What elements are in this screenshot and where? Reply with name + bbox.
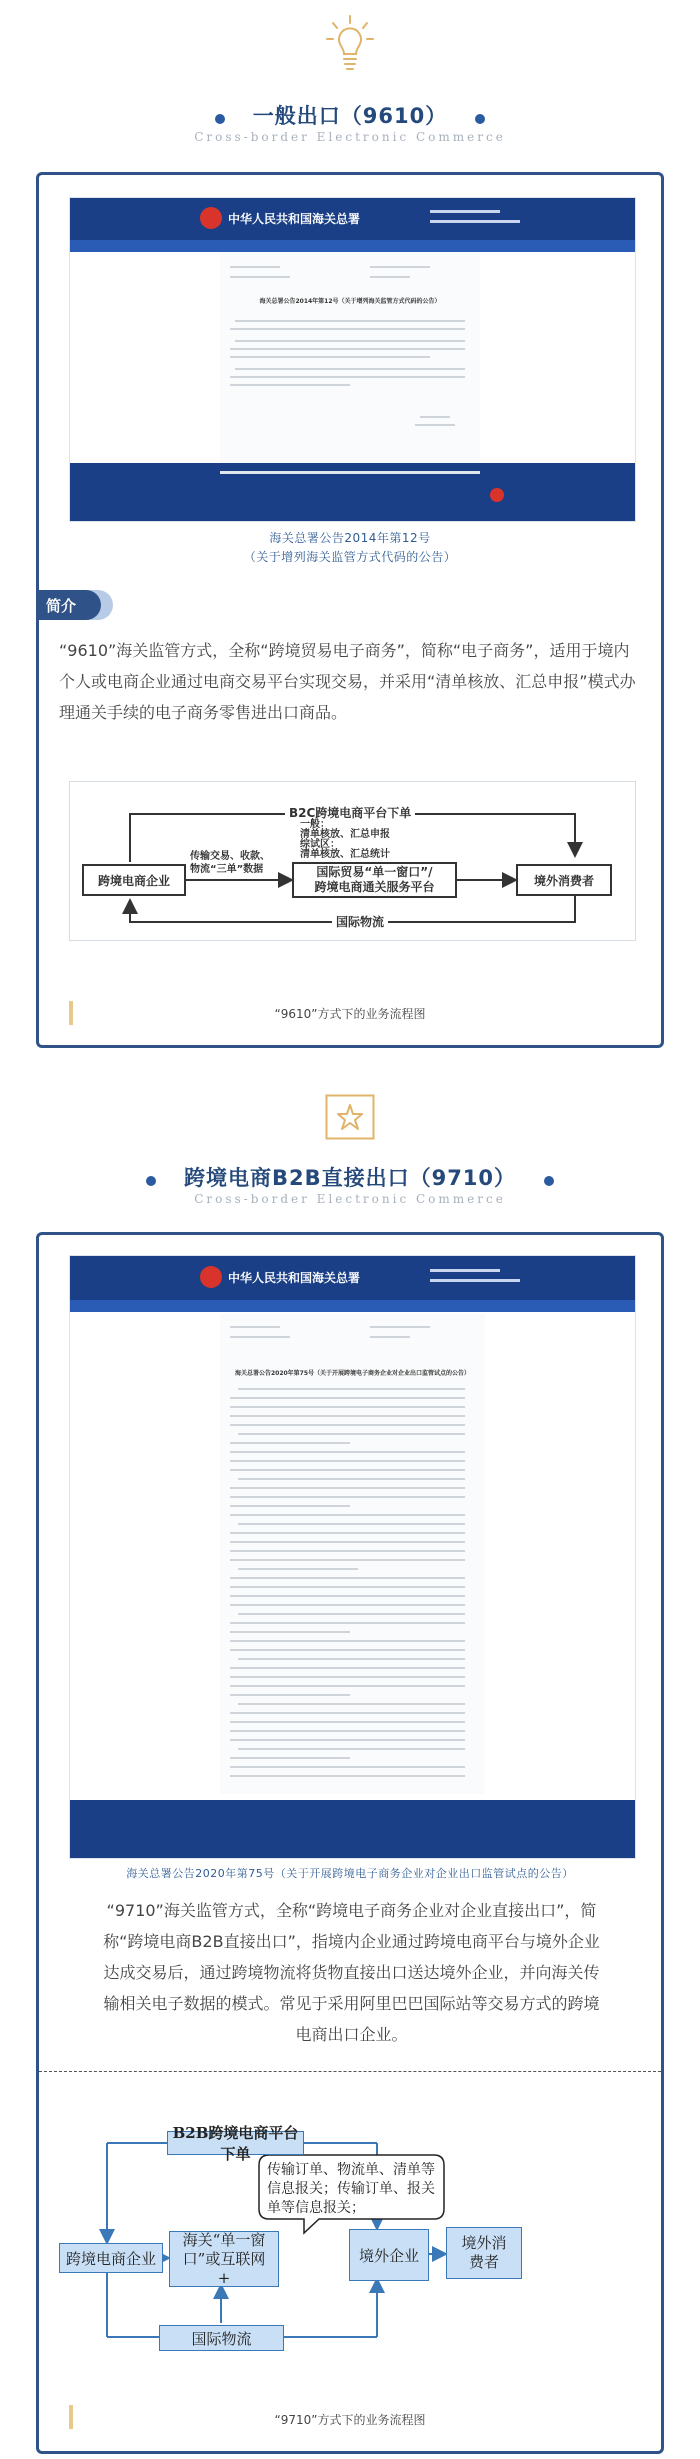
mock-doc-line: [230, 1469, 465, 1471]
flow2-box-left: 跨境电商企业: [59, 2243, 163, 2273]
heading-dot-left: [215, 114, 225, 124]
mock-doc-line: [230, 1496, 465, 1498]
flowchart-9710: [59, 2101, 644, 2351]
mock-doc-line: [230, 1451, 465, 1453]
mock-doc-line: [230, 1739, 465, 1741]
announcement-2014-caption: [39, 529, 661, 567]
mock-doc-line: [238, 1523, 465, 1525]
mock-doc-line: [230, 1640, 465, 1642]
caption-line1: 海关总署公告2014年第12号: [269, 531, 431, 545]
mock-doc-line: [230, 1757, 350, 1759]
mock-doc-line: [230, 1604, 465, 1606]
section1-subtitle: Cross-border Electronic Commerce: [194, 130, 506, 144]
mock-doc-line: [230, 1685, 465, 1687]
mock-doc-line: [230, 1505, 350, 1507]
mock-doc-title: 海关总署公告2020年第75号（关于开展跨境电子商务企业对企业出口监管试点的公告）: [234, 1370, 471, 1377]
mock-doc-line: [238, 1568, 358, 1570]
announcement-2014-screenshot: [69, 197, 636, 522]
mock-doc-line: [230, 1775, 465, 1777]
mock-doc-line: [230, 1487, 465, 1489]
section1-card: [36, 172, 664, 1048]
flow1-note-left: 传输交易、收款、 物流“三单”数据: [190, 851, 270, 875]
mock-doc-line: [230, 1694, 350, 1696]
flow2-box-middle-right: 境外企业: [349, 2229, 429, 2281]
mock-doc-line: [238, 1478, 465, 1480]
section1-heading: [0, 100, 700, 130]
flow1-box-right: 境外消费者: [516, 864, 612, 896]
flow1-box-center: 国际贸易“单一窗口”/ 跨境电商通关服务平台: [292, 862, 457, 898]
section2-paragraph: “9710”海关监管方式，全称“跨境电子商务企业对企业直接出口”，简称“跨境电商B2B直接出口”，指境内企业通过跨境电商平台与境外企业达成交易后，通过跨境物流将货物直接出口送达境外企业，并向海关传输相关电子数据的模式。常见于采用阿里巴巴国际站等交易方式的跨境电商出口企业。: [103, 1901, 600, 2044]
section2-title: 跨境电商B2B直接出口（9710）: [183, 1166, 517, 1190]
mock-doc-line: [230, 1622, 465, 1624]
lightbulb-icon: [325, 14, 375, 76]
mock-doc-title: 海关总署公告2014年第12号（关于增列海关监管方式代码的公告）: [259, 298, 441, 305]
section1-paragraph: “9610”海关监管方式，全称“跨境贸易电子商务”，简称“电子商务”，适用于境内个人或电商企业通过电商交易平台实现交易，并采用“清单核放、汇总申报”模式办理通关手续的电子商务零售进出口商品。: [59, 641, 636, 722]
mock-doc-line: [230, 1514, 465, 1516]
intro-tag: [36, 590, 116, 620]
mock-doc-line: [230, 1667, 465, 1669]
gov-site-name: 中华人民共和国海关总署: [228, 1271, 361, 1285]
announcement-2020-caption: 海关总署公告2020年第75号（关于开展跨境电子商务企业对企业出口监管试点的公告）: [126, 1867, 574, 1880]
flow1-bottom-label: 国际物流: [332, 913, 388, 930]
section2-heading: [0, 1162, 700, 1192]
mock-doc-line: [230, 1460, 465, 1462]
section1-title: 一般出口（9610）: [252, 104, 448, 128]
gov-site-header: [70, 1256, 635, 1300]
mock-doc-line: [230, 1577, 465, 1579]
mock-doc-line: [230, 1595, 465, 1597]
mock-doc-line: [238, 1613, 465, 1615]
flow2-bubble: 传输订单、物流单、清单等信息报关；传输订单、报关单等信息报关；: [267, 2162, 435, 2216]
intro-tag-label: 简介: [46, 597, 77, 615]
gov-site-header: [70, 198, 635, 240]
mock-doc-line: [230, 1649, 465, 1651]
mock-doc-line: [230, 1586, 465, 1588]
flow1-note-right: 一般： 清单核放、汇总申报 综试区： 清单核放、汇总统计: [300, 819, 390, 860]
heading-dot-left: [146, 1176, 156, 1186]
mock-doc-line: [230, 1550, 465, 1552]
flow2-box-center: 海关“单一窗口”或互联网+: [169, 2231, 279, 2287]
mock-doc-line: [230, 1730, 465, 1732]
mock-doc-line: [230, 1676, 465, 1678]
caption-line2: （关于增列海关监管方式代码的公告）: [243, 550, 457, 564]
flow2-box-top: B2B跨境电商平台下单: [167, 2131, 304, 2155]
flow1-top-label: B2C跨境电商平台下单: [285, 804, 415, 821]
announcement-2020-screenshot: [69, 1255, 636, 1859]
flow1-caption: “9610”方式下的业务流程图: [274, 1007, 426, 1021]
heading-dot-right: [475, 114, 485, 124]
mock-doc-line: [230, 1721, 465, 1723]
flow1-box-left: 跨境电商企业: [82, 864, 186, 896]
national-emblem-icon: [200, 1266, 222, 1288]
flow2-caption: “9710”方式下的业务流程图: [274, 2413, 426, 2427]
heading-dot-right: [544, 1176, 554, 1186]
mock-doc-line: [230, 1442, 350, 1444]
mock-doc-line: [230, 1406, 465, 1408]
mock-doc-line: [230, 1712, 465, 1714]
dashed-divider: [39, 2071, 661, 2072]
mock-doc-line: [230, 1766, 465, 1768]
flowchart-9610: [69, 781, 636, 941]
gov-site-name: 中华人民共和国海关总署: [228, 212, 361, 226]
mock-doc-line: [230, 1559, 465, 1561]
flow2-box-bottom: 国际物流: [159, 2325, 284, 2351]
mock-doc-line: [230, 1631, 350, 1633]
mock-doc-line: [230, 1415, 465, 1417]
section2-subtitle: Cross-border Electronic Commerce: [194, 1192, 506, 1206]
mock-doc-line: [238, 1388, 465, 1390]
mock-doc-line: [238, 1433, 465, 1435]
national-emblem-icon: [200, 207, 222, 229]
mock-doc-line: [230, 1532, 465, 1534]
mock-doc-line: [230, 1424, 465, 1426]
mock-doc-line: [230, 1397, 465, 1399]
flow2-box-right: 境外消费者: [446, 2227, 522, 2279]
mock-doc-line: [238, 1658, 465, 1660]
mock-doc-line: [238, 1748, 465, 1750]
section2-card: [36, 1232, 664, 2454]
star-icon: [325, 1094, 375, 1140]
mock-doc-line: [238, 1703, 465, 1705]
mock-doc-line: [230, 1541, 465, 1543]
